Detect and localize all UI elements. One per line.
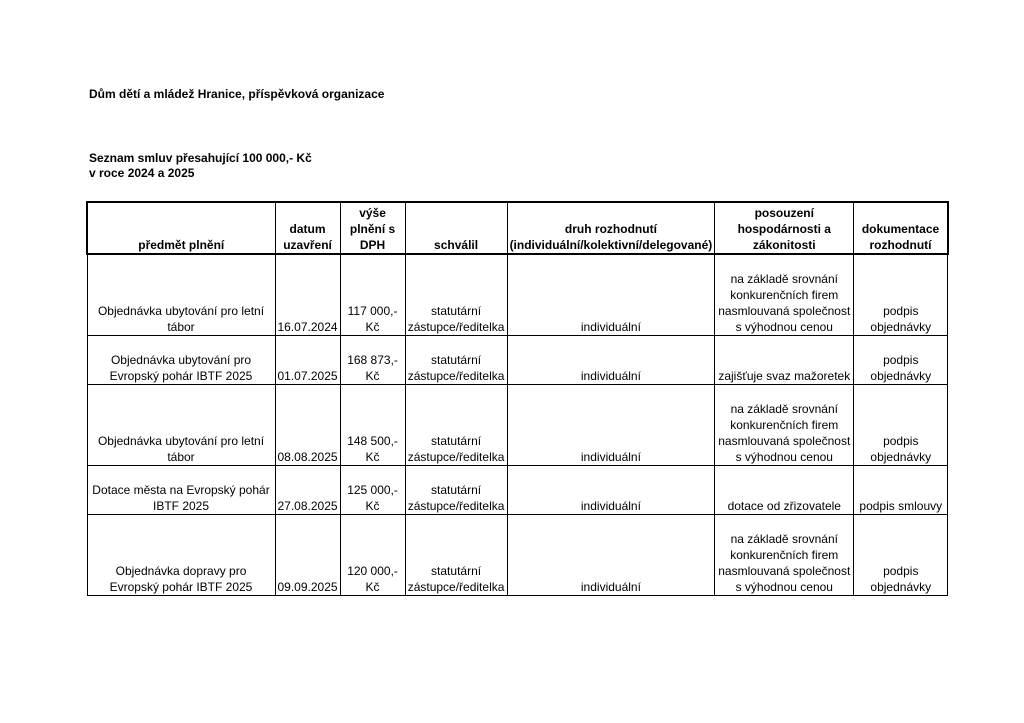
column-header-subject: předmět plnění (87, 202, 275, 254)
table-header-row (87, 202, 948, 254)
cell-decision-type: individuální (507, 515, 715, 596)
table-row (87, 336, 948, 385)
cell-amount: 168 873,- Kč (340, 336, 405, 385)
cell-documentation: podpis objednávky (854, 254, 948, 336)
column-header-decision-type: druh rozhodnutí (individuální/kolektivní/delegované) (507, 202, 715, 254)
cell-decision-type: individuální (507, 336, 715, 385)
contracts-table (86, 201, 949, 596)
cell-approved-by: statutární zástupce/ředitelka (405, 385, 507, 466)
cell-subject: Objednávka ubytování pro letní tábor (87, 254, 275, 336)
cell-assessment: na základě srovnání konkurenčních firem nasmlouvaná společnost s výhodnou cenou (715, 254, 854, 336)
cell-amount: 148 500,- Kč (340, 385, 405, 466)
cell-assessment: zajišťuje svaz mažoretek (715, 336, 854, 385)
table-row (87, 466, 948, 515)
cell-subject: Objednávka ubytování pro letní tábor (87, 385, 275, 466)
cell-date: 08.08.2025 (275, 385, 340, 466)
cell-decision-type: individuální (507, 466, 715, 515)
table-row (87, 385, 948, 466)
cell-approved-by: statutární zástupce/ředitelka (405, 336, 507, 385)
column-header-date: datum uzavření (275, 202, 340, 254)
column-header-approved-by: schválil (405, 202, 507, 254)
cell-date: 01.07.2025 (275, 336, 340, 385)
cell-approved-by: statutární zástupce/ředitelka (405, 466, 507, 515)
cell-amount: 125 000,- Kč (340, 466, 405, 515)
cell-subject: Dotace města na Evropský pohár IBTF 2025 (87, 466, 275, 515)
cell-approved-by: statutární zástupce/ředitelka (405, 254, 507, 336)
cell-amount: 117 000,- Kč (340, 254, 405, 336)
list-title-line-1: Seznam smluv přesahující 100 000,- Kč (89, 151, 312, 165)
cell-decision-type: individuální (507, 254, 715, 336)
cell-date: 16.07.2024 (275, 254, 340, 336)
organization-title: Dům dětí a mládež Hranice, příspěvková organizace (89, 87, 385, 101)
cell-decision-type: individuální (507, 385, 715, 466)
cell-subject: Objednávka dopravy pro Evropský pohár IBTF 2025 (87, 515, 275, 596)
list-title (89, 151, 312, 181)
cell-documentation: podpis smlouvy (854, 466, 948, 515)
cell-documentation: podpis objednávky (854, 336, 948, 385)
column-header-assessment: posouzení hospodárnosti a zákonitosti (715, 202, 854, 254)
cell-documentation: podpis objednávky (854, 515, 948, 596)
cell-amount: 120 000,- Kč (340, 515, 405, 596)
cell-date: 09.09.2025 (275, 515, 340, 596)
cell-assessment: na základě srovnání konkurenčních firem nasmlouvaná společnost s výhodnou cenou (715, 515, 854, 596)
column-header-documentation: dokumentace rozhodnutí (854, 202, 948, 254)
table-row (87, 254, 948, 336)
cell-assessment: dotace od zřizovatele (715, 466, 854, 515)
list-title-line-2: v roce 2024 a 2025 (89, 166, 195, 180)
cell-assessment: na základě srovnání konkurenčních firem nasmlouvaná společnost s výhodnou cenou (715, 385, 854, 466)
cell-subject: Objednávka ubytování pro Evropský pohár IBTF 2025 (87, 336, 275, 385)
cell-approved-by: statutární zástupce/ředitelka (405, 515, 507, 596)
table-row (87, 515, 948, 596)
column-header-amount: výše plnění s DPH (340, 202, 405, 254)
cell-documentation: podpis objednávky (854, 385, 948, 466)
cell-date: 27.08.2025 (275, 466, 340, 515)
